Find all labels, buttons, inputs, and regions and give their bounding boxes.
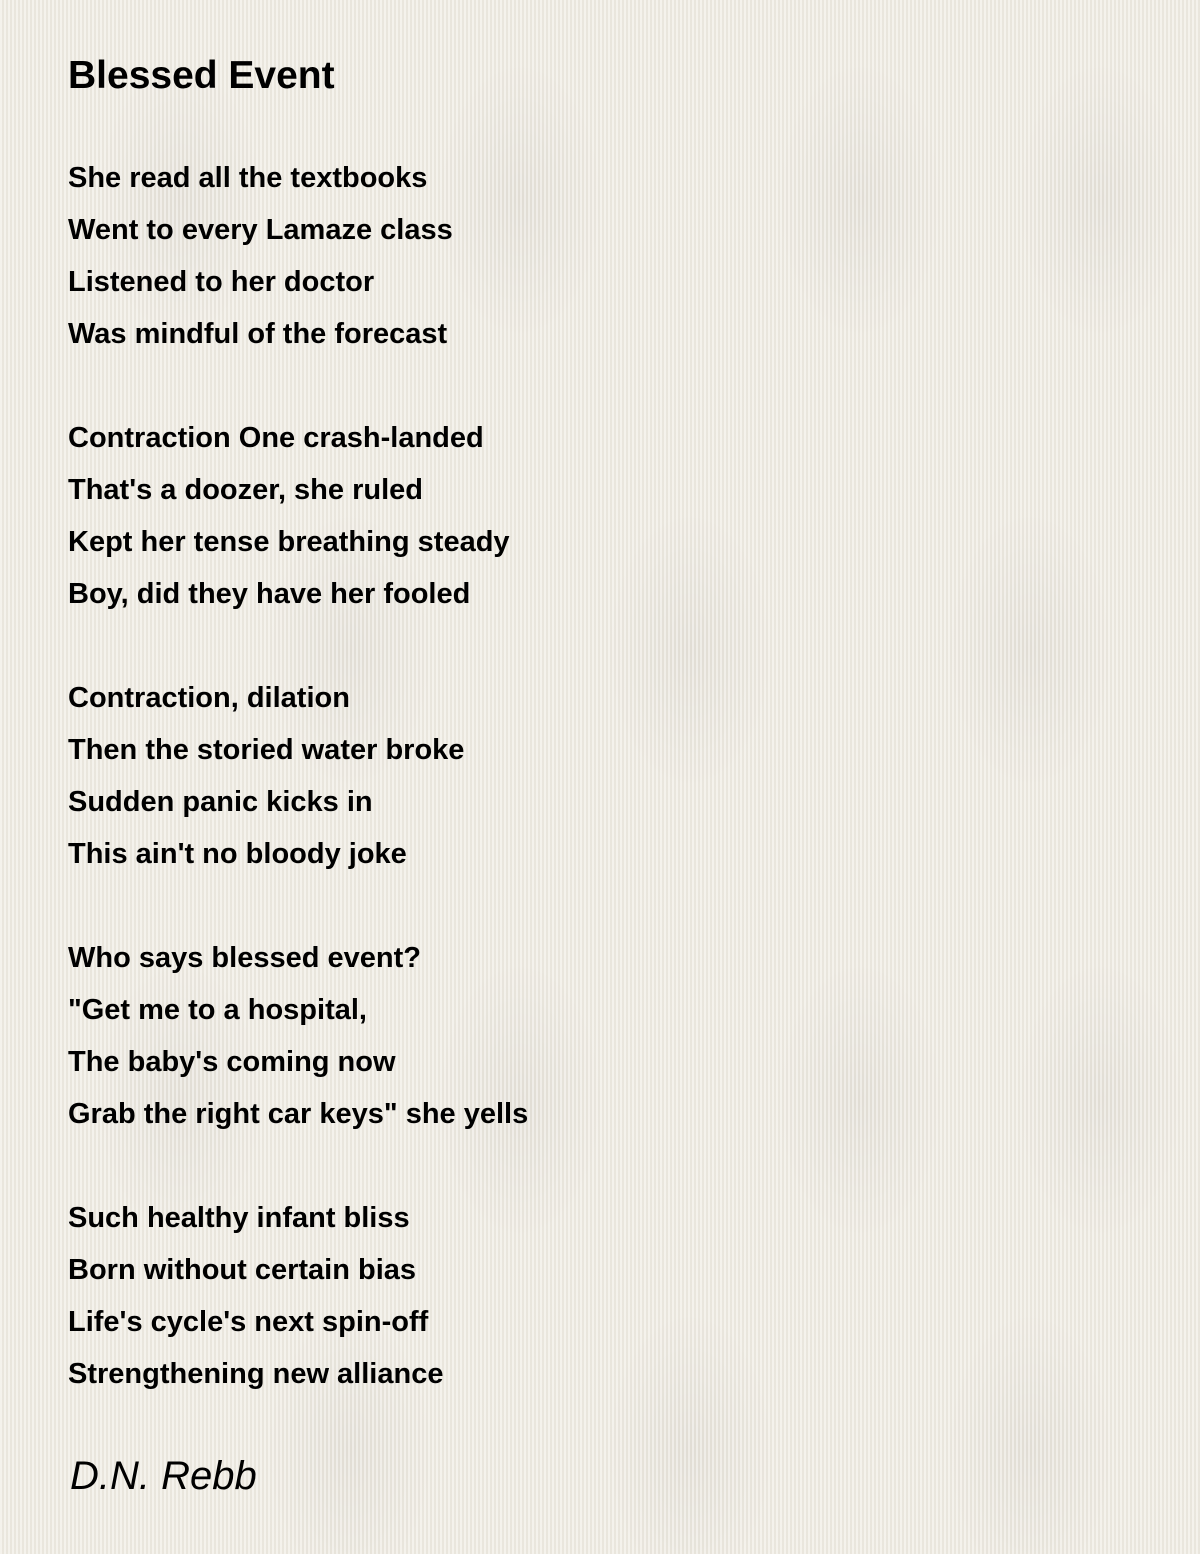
poem-author: D.N. Rebb	[70, 1454, 257, 1498]
poem-line: Kept her tense breathing steady	[68, 526, 510, 558]
poem-line: Went to every Lamaze class	[68, 214, 453, 246]
poem-line: This ain't no bloody joke	[68, 838, 407, 870]
poem-line: Such healthy infant bliss	[68, 1202, 410, 1234]
stanza-2	[68, 412, 1148, 620]
poem-line: She read all the textbooks	[68, 162, 428, 194]
poem-line: Contraction, dilation	[68, 682, 350, 714]
stanza-4	[68, 932, 1148, 1140]
poem-title: Blessed Event	[68, 54, 335, 97]
poem-line: Born without certain bias	[68, 1254, 417, 1286]
stanza-3	[68, 672, 1148, 880]
poem-line: Grab the right car keys" she yells	[68, 1098, 529, 1130]
poem-line: Boy, did they have her fooled	[68, 578, 471, 610]
poem-line: Life's cycle's next spin-off	[68, 1306, 429, 1338]
poem-body	[68, 152, 1148, 1400]
poem-line: That's a doozer, she ruled	[68, 474, 423, 506]
poem-line: "Get me to a hospital,	[68, 994, 367, 1026]
stanza-5	[68, 1192, 1148, 1400]
poem-line: Then the storied water broke	[68, 734, 465, 766]
poem-line: Strengthening new alliance	[68, 1358, 444, 1390]
poem-line: Sudden panic kicks in	[68, 786, 373, 818]
poem-line: Who says blessed event?	[68, 942, 421, 974]
poem-page	[68, 52, 1148, 1502]
poem-line: The baby's coming now	[68, 1046, 396, 1078]
poem-line: Was mindful of the forecast	[68, 318, 448, 350]
poem-line: Contraction One crash-landed	[68, 422, 484, 454]
stanza-1	[68, 152, 1148, 360]
poem-line: Listened to her doctor	[68, 266, 375, 298]
